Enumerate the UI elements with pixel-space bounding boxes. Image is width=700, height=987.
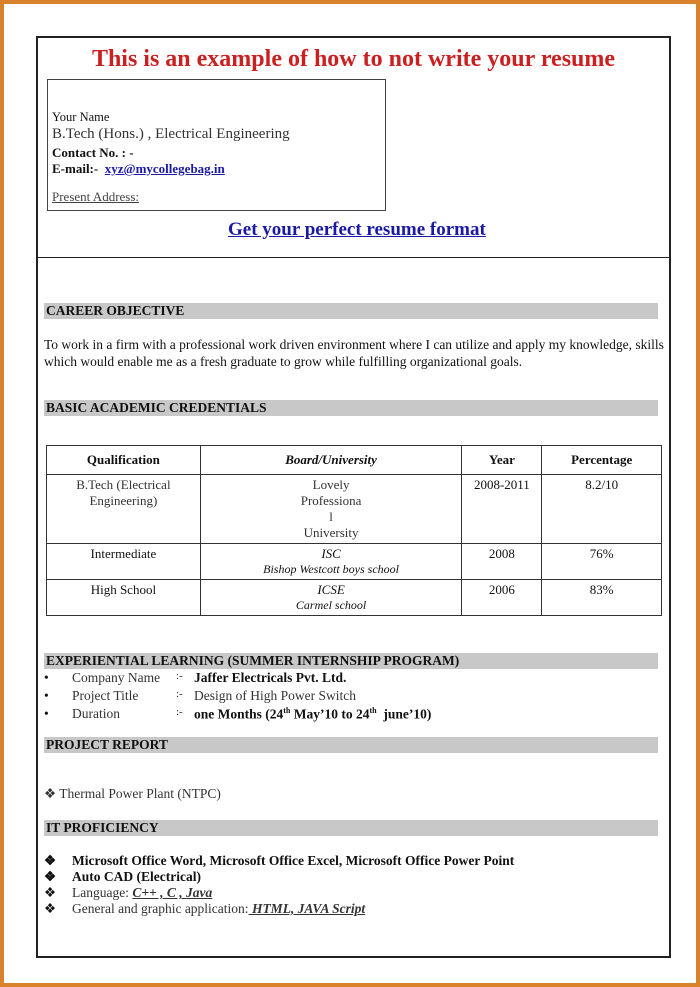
- duration-part: May’10 to 24: [290, 706, 370, 722]
- address-label: Present Address:: [52, 189, 140, 204]
- diamond-bullet-icon: ❖: [44, 885, 57, 900]
- language-label: Language:: [72, 885, 133, 900]
- experience-item: [44, 670, 347, 686]
- language-value: C++ , C , Java: [132, 885, 213, 900]
- it-item-text: Auto CAD (Electrical): [72, 869, 201, 884]
- header-board: Board/University: [200, 446, 462, 475]
- name: Your Name: [52, 110, 110, 124]
- academic-table: [46, 445, 662, 616]
- project-title: Design of High Power Switch: [194, 688, 356, 703]
- cell-year: 2008: [462, 544, 542, 580]
- cell-percentage: 76%: [542, 544, 662, 580]
- diamond-bullet-icon: ❖: [44, 869, 57, 884]
- table-header-row: [47, 446, 662, 475]
- it-item-text: Microsoft Office Word, Microsoft Office Excel, Microsoft Office Power Point: [72, 853, 515, 868]
- application-label: General and graphic application:: [72, 901, 249, 916]
- cell-percentage: 83%: [542, 580, 662, 616]
- duration-sup: th: [369, 706, 377, 715]
- contact-box: [47, 79, 386, 211]
- cell-qualification: Intermediate: [47, 544, 201, 580]
- page-background: [4, 4, 696, 983]
- bullet-icon: •: [44, 670, 49, 685]
- diamond-bullet-icon: ❖: [44, 786, 57, 801]
- diamond-bullet-icon: ❖: [44, 853, 57, 868]
- project-name: Thermal Power Plant (NTPC): [59, 786, 221, 801]
- cell-year: 2008-2011: [462, 475, 542, 544]
- cell-board: Lovely Professiona l University: [200, 475, 462, 544]
- divider: [38, 257, 669, 258]
- cell-year: 2006: [462, 580, 542, 616]
- experience-item: [44, 688, 356, 704]
- experience-item: [44, 706, 432, 722]
- school-name: Carmel school: [295, 598, 367, 612]
- section-it-proficiency: IT PROFICIENCY: [44, 820, 658, 836]
- project-item: [44, 786, 221, 802]
- contact-number: Contact No. : -: [52, 145, 134, 160]
- degree: B.Tech (Hons.) , Electrical Engineering: [52, 126, 290, 142]
- experience-label: Project Title: [72, 688, 139, 703]
- separator: :-: [176, 706, 183, 718]
- separator: :-: [176, 688, 183, 700]
- it-item-text: [72, 885, 212, 901]
- header-qualification: Qualification: [47, 446, 201, 475]
- section-experience: EXPERIENTIAL LEARNING (SUMMER INTERNSHIP PROGRAM): [44, 653, 658, 669]
- career-text: To work in a firm with a professional work driven environment where I can utilize and apply my knowledge, skills which would enable me as a fresh graduate to grow while fulfilling organizational goals.: [44, 337, 664, 369]
- it-item: [44, 853, 515, 869]
- cell-qualification: B.Tech (Electrical Engineering): [47, 475, 201, 544]
- bullet-icon: •: [44, 688, 49, 703]
- section-academic: BASIC ACADEMIC CREDENTIALS: [44, 400, 658, 416]
- header-percentage: Percentage: [542, 446, 662, 475]
- duration: [194, 706, 431, 723]
- it-item: [44, 869, 201, 885]
- application-value: HTML, JAVA Script: [248, 901, 366, 916]
- page-title: This is an example of how to not write your resume: [91, 46, 616, 72]
- duration-part: one Months (24: [194, 706, 284, 722]
- email-row: [52, 161, 225, 177]
- table-row: [47, 475, 662, 544]
- section-career-objective: CAREER OBJECTIVE: [44, 303, 658, 319]
- duration-sup: th: [283, 706, 291, 715]
- resume-format-link[interactable]: Get your perfect resume format: [228, 219, 486, 240]
- table-row: [47, 580, 662, 616]
- cell-board: [200, 544, 462, 580]
- experience-label: Company Name: [72, 670, 161, 685]
- it-item: [44, 885, 213, 901]
- diamond-bullet-icon: ❖: [44, 901, 57, 916]
- email-label: E-mail:-: [52, 161, 99, 176]
- separator: :-: [176, 670, 183, 682]
- board-name: ISC: [321, 546, 341, 561]
- school-name: Bishop Westcott boys school: [263, 562, 400, 576]
- section-project-report: PROJECT REPORT: [44, 737, 658, 753]
- cell-qualification: High School: [47, 580, 201, 616]
- cell-board: [200, 580, 462, 616]
- table-row: [47, 544, 662, 580]
- cell-percentage: 8.2/10: [542, 475, 662, 544]
- duration-part: june’10): [376, 706, 432, 722]
- bullet-icon: •: [44, 706, 49, 721]
- email-link[interactable]: xyz@mycollegebag.in: [104, 161, 225, 176]
- resume-page: [36, 36, 671, 958]
- board-name: ICSE: [317, 582, 345, 597]
- it-item: [44, 901, 366, 917]
- it-item-text: [72, 901, 365, 917]
- header-year: Year: [462, 446, 542, 475]
- company-name: Jaffer Electricals Pvt. Ltd.: [194, 670, 347, 685]
- experience-label: Duration: [72, 706, 120, 721]
